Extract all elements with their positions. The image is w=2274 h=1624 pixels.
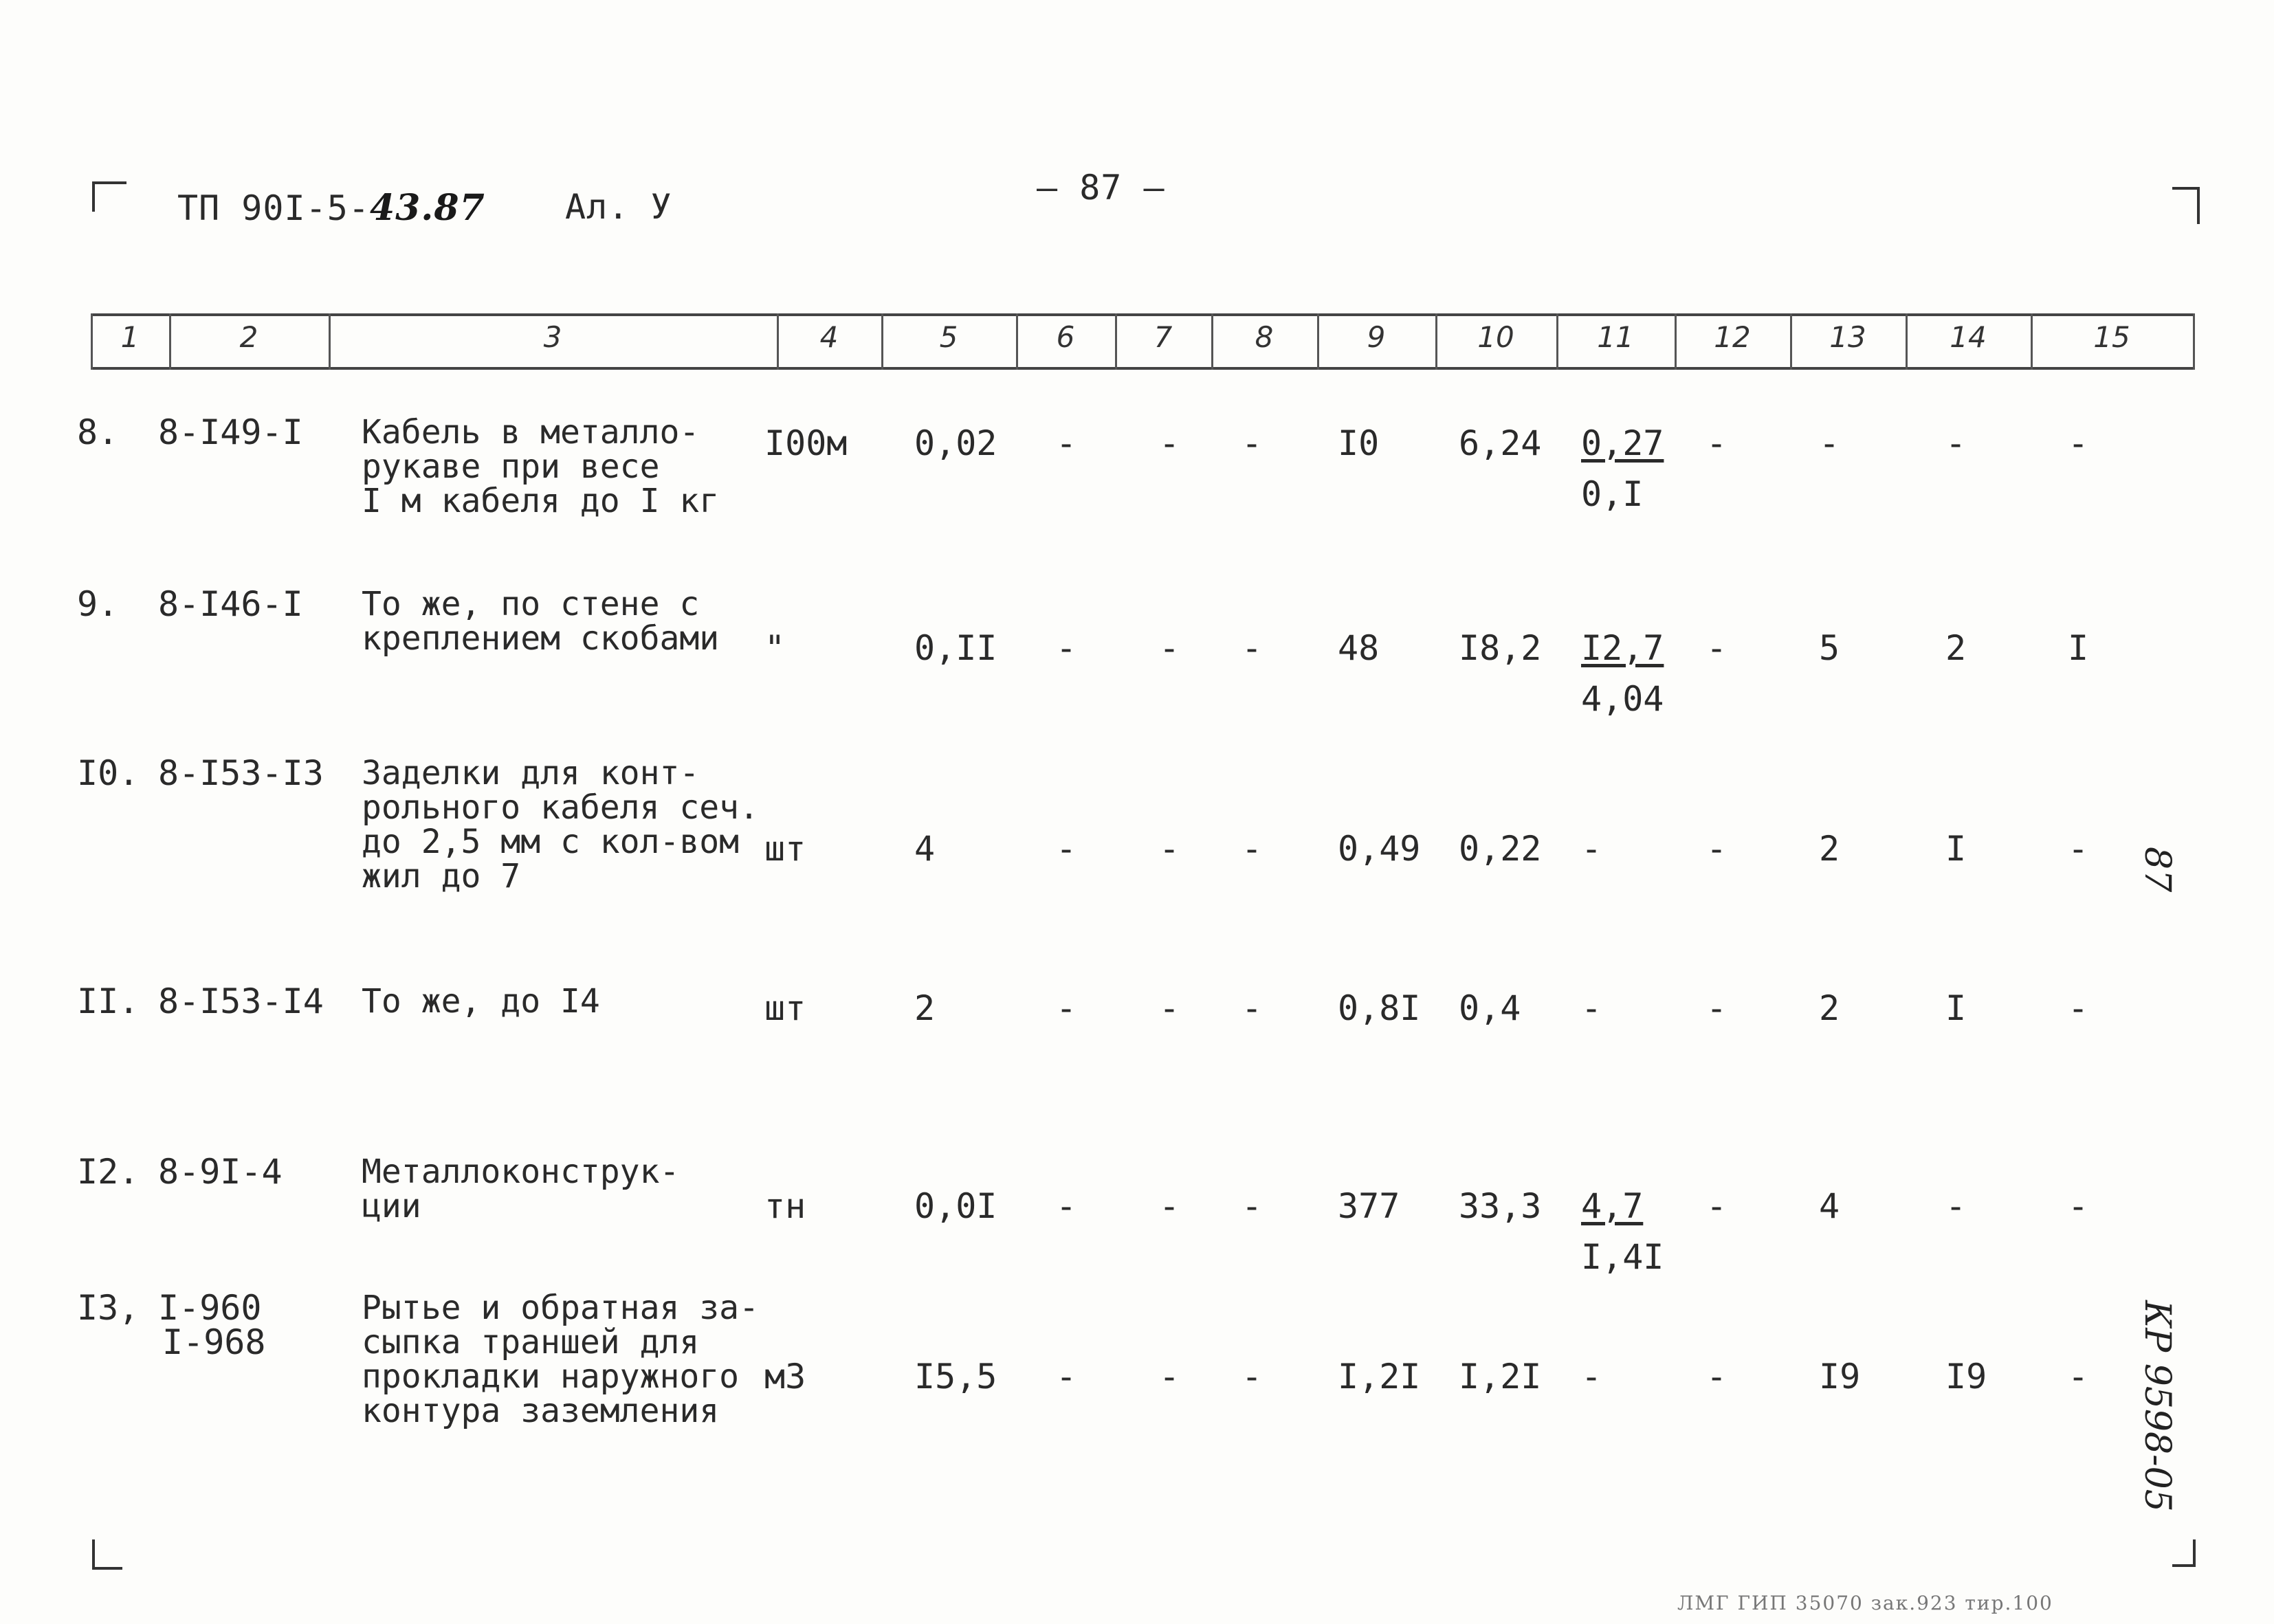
column-separator	[1435, 313, 1437, 370]
table-cell-value: I,2I	[1338, 1357, 1421, 1397]
column-number: 15	[2093, 320, 2130, 354]
unit-of-measure: "	[764, 628, 786, 668]
table-cell-value: 0,8I	[1338, 988, 1421, 1028]
table-cell-value: I9	[1819, 1357, 1861, 1397]
table-cell-value: -	[1241, 423, 1263, 463]
table-cell-value: -	[2068, 988, 2089, 1028]
work-description-line: жил до 7	[362, 857, 521, 896]
row-number: I3,	[77, 1288, 140, 1328]
album-label: Ал. У	[565, 187, 672, 227]
column-separator	[1675, 313, 1677, 370]
column-number: 10	[1477, 320, 1514, 354]
table-cell-value: -	[1706, 423, 1727, 463]
fraction-denominator: I,4I	[1581, 1237, 1664, 1277]
estimate-code: 8-9I-4	[158, 1152, 283, 1192]
row-number: 8.	[77, 412, 119, 452]
column-separator	[329, 313, 331, 370]
work-description-line: контура заземления	[362, 1392, 720, 1430]
fraction-numerator: 0,27	[1581, 423, 1664, 463]
row-number: 9.	[77, 584, 119, 624]
table-cell-value: -	[1159, 1186, 1180, 1226]
table-cell-value: 377	[1338, 1186, 1400, 1226]
table-cell-value: -	[1056, 988, 1077, 1028]
quantity-value: 4	[914, 829, 936, 869]
work-description-line: креплением скобами	[362, 619, 720, 658]
table-cell-value: 48	[1338, 628, 1380, 668]
column-number: 2	[239, 320, 258, 354]
estimate-code: I-960	[158, 1288, 262, 1328]
table-cell-value: -	[1241, 1186, 1263, 1226]
table-cell-value: -	[1706, 628, 1727, 668]
table-cell-value: 0,4	[1459, 988, 1521, 1028]
table-cell-value: 2	[1819, 829, 1840, 869]
table-cell-value: -	[1056, 423, 1077, 463]
table-cell-value: -	[1056, 628, 1077, 668]
table-cell-value: 5	[1819, 628, 1840, 668]
quantity-value: 0,0I	[914, 1186, 997, 1226]
estimate-code: 8-I53-I4	[158, 981, 324, 1021]
page-number: — 87 —	[1037, 168, 1165, 208]
column-number: 8	[1255, 320, 1274, 354]
fraction-numerator: 4,7	[1581, 1186, 1644, 1226]
table-header-bottom-rule	[91, 367, 2193, 370]
print-stamp: ЛМГ ГИП 35070 зак.923 тир.100	[1677, 1592, 2053, 1614]
row-number: II.	[77, 981, 140, 1021]
table-cell-value: -	[1706, 988, 1727, 1028]
table-cell-value: I9	[1945, 1357, 1987, 1397]
fraction-numerator: -	[1581, 1357, 1602, 1397]
unit-of-measure: м3	[764, 1357, 806, 1397]
table-cell-value: I,2I	[1459, 1357, 1542, 1397]
table-cell-value: -	[1241, 829, 1263, 869]
table-cell-value: I0	[1338, 423, 1380, 463]
work-description-line: То же, по стене с	[362, 585, 700, 623]
fraction-denominator: 0,I	[1581, 474, 1644, 514]
unit-of-measure: шт	[764, 988, 806, 1028]
column-separator	[1317, 313, 1319, 370]
row-number: I2.	[77, 1152, 140, 1192]
column-separator	[169, 313, 171, 370]
corner-mark-bottom-right	[2172, 1539, 2196, 1567]
table-cell-value: -	[2068, 423, 2089, 463]
work-description-line: Рытье и обратная за-	[362, 1289, 759, 1327]
column-number: 1	[120, 320, 140, 354]
table-cell-value: -	[1159, 423, 1180, 463]
quantity-value: I5,5	[914, 1357, 997, 1397]
unit-of-measure: шт	[764, 829, 806, 869]
corner-mark-bottom-left	[92, 1539, 122, 1570]
fraction-numerator: -	[1581, 988, 1602, 1028]
work-description-line: прокладки наружного	[362, 1357, 740, 1396]
column-number: 5	[939, 320, 958, 354]
table-cell-value: -	[1241, 1357, 1263, 1397]
work-description-line: рукаве при весе	[362, 447, 660, 486]
fraction-numerator: -	[1581, 829, 1602, 869]
work-description-line: Металлоконструк-	[362, 1153, 680, 1191]
work-description-line: рольного кабеля сеч.	[362, 788, 759, 827]
table-cell-value: 4	[1819, 1186, 1840, 1226]
column-number: 6	[1056, 320, 1075, 354]
table-cell-value: -	[1159, 988, 1180, 1028]
column-separator	[881, 313, 883, 370]
column-separator	[2193, 313, 2195, 370]
margin-document-code: КР 9598-05	[2137, 1300, 2178, 1512]
estimate-code: 8-I53-I3	[158, 753, 324, 793]
corner-mark-top-left	[92, 181, 126, 212]
work-description-line: Кабель в металло-	[362, 413, 700, 452]
column-separator	[777, 313, 779, 370]
document-code-printed: ТП 90I-5-	[177, 188, 370, 228]
work-description-line: ции	[362, 1187, 421, 1225]
document-code-handwritten: 43.87	[369, 187, 485, 229]
column-number: 13	[1829, 320, 1866, 354]
column-separator	[1115, 313, 1117, 370]
column-separator	[2031, 313, 2033, 370]
column-separator	[1906, 313, 1908, 370]
column-number: 4	[819, 320, 839, 354]
unit-of-measure: I00м	[764, 423, 848, 463]
table-cell-value: -	[1159, 829, 1180, 869]
row-number: I0.	[77, 753, 140, 793]
table-cell-value: -	[1159, 628, 1180, 668]
quantity-value: 2	[914, 988, 936, 1028]
column-number: 3	[543, 320, 562, 354]
table-header-top-rule	[91, 313, 2193, 316]
work-description-line: сыпка траншей для	[362, 1323, 700, 1361]
table-cell-value: -	[1706, 829, 1727, 869]
column-number: 11	[1597, 320, 1634, 354]
table-cell-value: 0,49	[1338, 829, 1421, 869]
work-description-line: То же, до I4	[362, 982, 600, 1021]
table-cell-value: -	[1241, 988, 1263, 1028]
column-number: 9	[1367, 320, 1386, 354]
column-separator	[1556, 313, 1558, 370]
document-code	[177, 187, 485, 229]
column-separator	[1211, 313, 1213, 370]
column-number: 14	[1950, 320, 1987, 354]
work-description-line: I м кабеля до I кг	[362, 482, 720, 520]
estimate-code: I-968	[162, 1322, 266, 1362]
quantity-value: 0,II	[914, 628, 997, 668]
fraction-denominator: 4,04	[1581, 679, 1664, 719]
column-separator	[91, 313, 93, 370]
table-cell-value: 33,3	[1459, 1186, 1542, 1226]
column-separator	[1016, 313, 1018, 370]
table-cell-value: I	[1945, 829, 1967, 869]
table-cell-value: -	[1706, 1357, 1727, 1397]
table-cell-value: 2	[1819, 988, 1840, 1028]
table-cell-value: -	[2068, 829, 2089, 869]
table-cell-value: -	[1056, 1186, 1077, 1226]
estimate-code: 8-I46-I	[158, 584, 303, 624]
column-separator	[1790, 313, 1792, 370]
work-description-line: до 2,5 мм с кол-вом	[362, 823, 740, 861]
margin-page-number: 87	[2137, 847, 2178, 893]
table-cell-value: -	[1945, 423, 1967, 463]
work-description-line: Заделки для конт-	[362, 754, 700, 792]
table-cell-value: 2	[1945, 628, 1967, 668]
corner-mark-top-right	[2172, 187, 2200, 224]
quantity-value: 0,02	[914, 423, 997, 463]
table-cell-value: -	[1945, 1186, 1967, 1226]
table-cell-value: -	[1819, 423, 1840, 463]
table-cell-value: -	[2068, 1186, 2089, 1226]
column-number: 12	[1714, 320, 1751, 354]
table-cell-value: -	[1241, 628, 1263, 668]
table-cell-value: I8,2	[1459, 628, 1542, 668]
table-cell-value: I	[2068, 628, 2089, 668]
table-cell-value: -	[1056, 829, 1077, 869]
table-cell-value: 6,24	[1459, 423, 1542, 463]
estimate-code: 8-I49-I	[158, 412, 303, 452]
fraction-numerator: I2,7	[1581, 628, 1664, 668]
table-cell-value: -	[2068, 1357, 2089, 1397]
column-number: 7	[1153, 320, 1173, 354]
table-cell-value: 0,22	[1459, 829, 1542, 869]
table-cell-value: I	[1945, 988, 1967, 1028]
unit-of-measure: тн	[764, 1186, 806, 1226]
table-cell-value: -	[1056, 1357, 1077, 1397]
table-cell-value: -	[1706, 1186, 1727, 1226]
table-cell-value: -	[1159, 1357, 1180, 1397]
